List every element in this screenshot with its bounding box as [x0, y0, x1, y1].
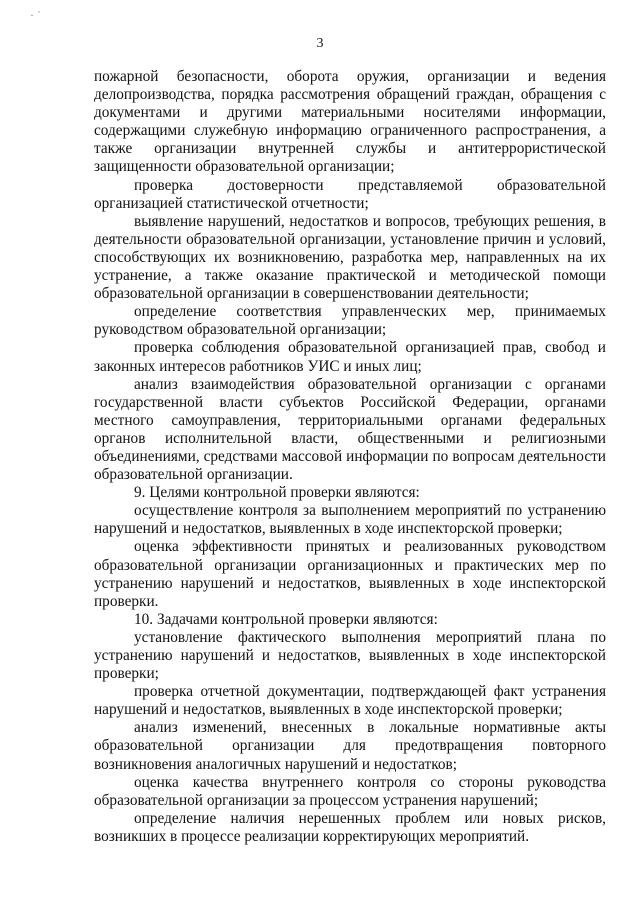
- paragraph-4: определение соответствия управленческих мер, принимаемых руководством образовательной организации;: [94, 303, 606, 339]
- paragraph-9: оценка эффективности принятых и реализованных руководством образовательной организации организационных и практических мер по устранению нарушений и недостатков, выявленных в ходе инспекторской проверки.: [94, 538, 606, 610]
- paragraph-8: осуществление контроля за выполнением мероприятий по устранению нарушений и недостатков, выявленных в ходе инспекторской проверки;: [94, 502, 606, 538]
- paragraph-11: установление фактического выполнения мероприятий плана по устранению нарушений и недостатков, выявленных в ходе инспекторской проверки;: [94, 628, 606, 683]
- paragraph-13: анализ изменений, внесенных в локальные нормативные акты образовательной организации для предотвращения повторного возникновения аналогичных нарушений и недостатков;: [94, 719, 606, 773]
- section-9-heading: 9. Целями контрольной проверки являются:: [134, 484, 420, 502]
- scan-marks: · ˙: [30, 8, 41, 22]
- paragraph-3: выявление нарушений, недостатков и вопросов, требующих решения, в деятельности образовательной организации, установление причин и условий, способствующих их возникновению, разработка мер, направленных на их устранение, а также оказание практической и методической помощи образовательной организации в совершенствовании деятельности;: [94, 212, 606, 303]
- paragraph-2: проверка достоверности представляемой образовательной организацией статистической отчетности;: [94, 176, 606, 212]
- page-number: 3: [316, 36, 324, 51]
- paragraph-14: оценка качества внутреннего контроля со стороны руководства образовательной организации за процессом устранения нарушений;: [94, 773, 606, 809]
- paragraph-1: пожарной безопасности, оборота оружия, организации и ведения делопроизводства, порядка рассмотрения обращений граждан, обращения с документами и другими материальными носителями информации, содержащими служебную информацию ограниченного распространения, а также организации внутренней службы и антитеррористической защищенности образовательной организации;: [94, 68, 606, 176]
- paragraph-6: анализ взаимодействия образовательной организации с органами государственной власти субъектов Российской Федерации, органами местного самоуправления, территориальными органами федеральных органов исполнительной власти, общественными и религиозными объединениями, средствами массовой информации по вопросам деятельности образовательной организации.: [94, 375, 606, 484]
- paragraph-5: проверка соблюдения образовательной организацией прав, свобод и законных интересов работников УИС и иных лиц;: [94, 339, 606, 375]
- paragraph-12: проверка отчетной документации, подтверждающей факт устранения нарушений и недостатков, выявленных в ходе инспекторской проверки;: [94, 683, 606, 719]
- document-body: [94, 68, 606, 846]
- paragraph-15: определение наличия нерешенных проблем или новых рисков, возникших в процессе реализации корректирующих мероприятий.: [94, 809, 606, 845]
- section-10-heading: 10. Задачами контрольной проверки являются:: [134, 610, 438, 628]
